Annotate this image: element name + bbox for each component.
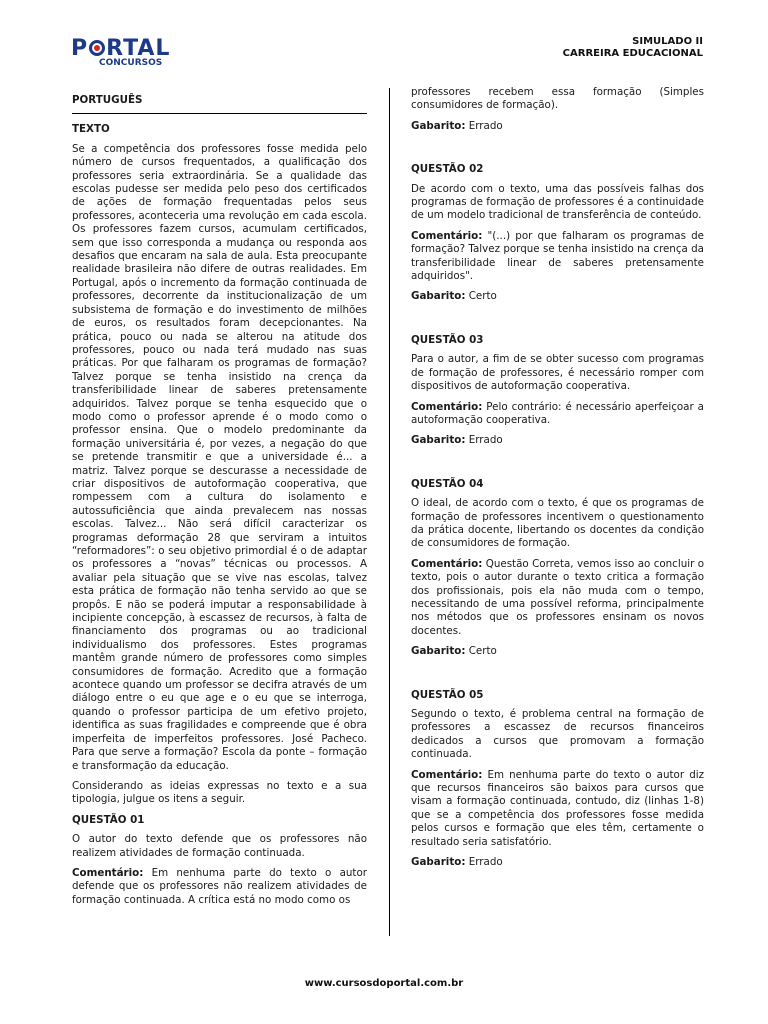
question-02-answer: Gabarito: Certo (411, 290, 497, 303)
instruction-text: Considerando as ideias expressas no texto e a sua tipologia, julgue os itens a seguir. (72, 779, 367, 806)
question-05-statement: Segundo o texto, é problema central na formação de professores a escassez de recursos financeiros dedicados a cursos que promovam a formação continuada. (411, 708, 704, 761)
left-column (72, 90, 367, 907)
question-05-title: QUESTÃO 05 (411, 688, 484, 701)
question-03-statement: Para o autor, a fim de se obter sucesso com programas de formação de professores, é necessário romper com dispositivos de autoformação cooperativa. (411, 353, 704, 393)
footer-url[interactable]: www.cursosdoportal.com.br (304, 978, 464, 989)
question-02-comment: Comentário: "(...) por que falharam os programas de formação? Talvez porque se tenha insistido na crença da transferibilidade linear de saberes pretensamente adquiridos". (411, 229, 704, 283)
question-01-comment-continued: professores recebem essa formação (Simples consumidores de formação). (411, 86, 704, 112)
question-05-answer: Gabarito: Errado (411, 856, 503, 869)
question-04-comment: Comentário: Questão Correta, vemos isso ao concluir o texto, pois o autor durante o texto critica a formação dos profissionais, pois ela não muda com o tempo, necessitando de uma possível reforma, principalmente nos métodos que os professores ensinam os novos docentes. (411, 557, 704, 637)
question-04-answer: Gabarito: Certo (411, 645, 497, 658)
passage-text: Se a competência dos professores fosse medida pelo número de cursos frequentados, a qualificação dos professores seria extraordinária. Se a qualidade das escolas pudesse ser medida pelo peso dos certificados de ações de formação frequentadas pelos seus professores, aconteceria uma revolução em cada escola. Os professores fazem cursos, acumulam certificados, sem que isso corresponda a mudança ou responda aos desafios que encaram na sala de aula. Esta preocupante realidade brasileira não difere de outras realidades. Em Portugal, após o incremento da formação continuada de professores, decorrente da institucionalização de um subsistema de formação e do investimento de milhões de euros, os resultados foram decepcionantes. Na prática, pouco ou nada se alterou na atitude dos professores, pouco ou nada terá mudado nas suas práticas. Por que falharam os programas de formação? Talvez porque se tenha insistido na crença da transferibilidade linear de saberes pretensamente adquiridos. Talvez porque se tenha esquecido que o modo como o professor aprende é o modo como o professor ensina. Que o modelo predominante da formação universitária é, por vezes, a negação do que se pretende transmitir e que a universidade é... a matriz. Talvez porque se descurasse a necessidade de criar dispositivos de autoformação cooperativa, que rompessem com a cultura do isolamento e autossuficiência que ainda prevalecem nas nossas escolas. Talvez... Não será difícil caracterizar os programas deformação 28 que serviram a intuitos “reformadores”: o seu objetivo primordial é o de adaptar os professores a “novas” técnicas ou processos. A avaliar pela situação que se vive nas escolas, talvez esta prática de formação não tenha servido ao que se propôs. E não se poderá imputar a responsabilidade à incipiente concepção, à escassez de recursos, à falta de financiamento dos programas ou ao tradicional individualismo dos professores. Estes programas mantêm grande número de professores como simples consumidores de formação. Acredito que a formação acontece quando um professor se decifra através de um diálogo entre o eu que age e o eu que se interroga, quando o professor participa de um efetivo projeto, identifica as suas fragilidades e compreende que é obra imperfeita de imperfeitos professores. José Pacheco. Para que serve a formação? Escola da ponte – formação e transformação da educação. (72, 142, 367, 772)
header-line-2: CARREIRA EDUCACIONAL (562, 48, 703, 59)
question-01-title: QUESTÃO 01 (72, 813, 145, 826)
section-title: PORTUGUÊS (72, 94, 367, 114)
right-column (411, 86, 704, 869)
portal-concursos-logo (71, 38, 181, 70)
logo-subtitle: CONCURSOS (99, 58, 163, 68)
question-03-answer: Gabarito: Errado (411, 434, 503, 447)
column-divider (389, 88, 390, 936)
logo-wordmark: P RTAL (71, 36, 171, 61)
question-02-title: QUESTÃO 02 (411, 163, 484, 176)
question-04-statement: O ideal, de acordo com o texto, é que os programas de formação de professores incentivem o questionamento da prática docente, libertando os docentes da condição de consumidores de formação. (411, 497, 704, 550)
question-03-title: QUESTÃO 03 (411, 333, 484, 346)
document-header (563, 36, 703, 60)
question-05-comment: Comentário: Em nenhuma parte do texto o autor diz que recursos financeiros são baixos para cursos que visam a formação continuada, contudo, diz (linhas 1-8) que se a competência dos professores fosse medida pelos cursos e formação que eles têm, certamente o resultado seria satisfatório. (411, 768, 704, 848)
question-02-statement: De acordo com o texto, uma das possíveis falhas dos programas de formação de professores é a continuidade de um modelo tradicional de transferência de conteúdo. (411, 182, 704, 222)
header-line-1: SIMULADO II (632, 36, 703, 47)
text-heading: TEXTO (72, 123, 110, 136)
question-04-title: QUESTÃO 04 (411, 477, 484, 490)
question-03-comment: Comentário: Pelo contrário: é necessário aperfeiçoar a autoformação cooperativa. (411, 400, 704, 426)
question-01-answer: Gabarito: Errado (411, 119, 503, 132)
comment-label: Comentário: (72, 866, 144, 879)
question-01-comment: Comentário: Em nenhuma parte do texto o autor defende que os professores não realizem atividades de formação continuada. A crítica está no modo como os (72, 866, 367, 906)
question-01-statement: O autor do texto defende que os professores não realizem atividades de formação continuada. (72, 833, 367, 859)
logo-ring-icon (89, 40, 105, 56)
